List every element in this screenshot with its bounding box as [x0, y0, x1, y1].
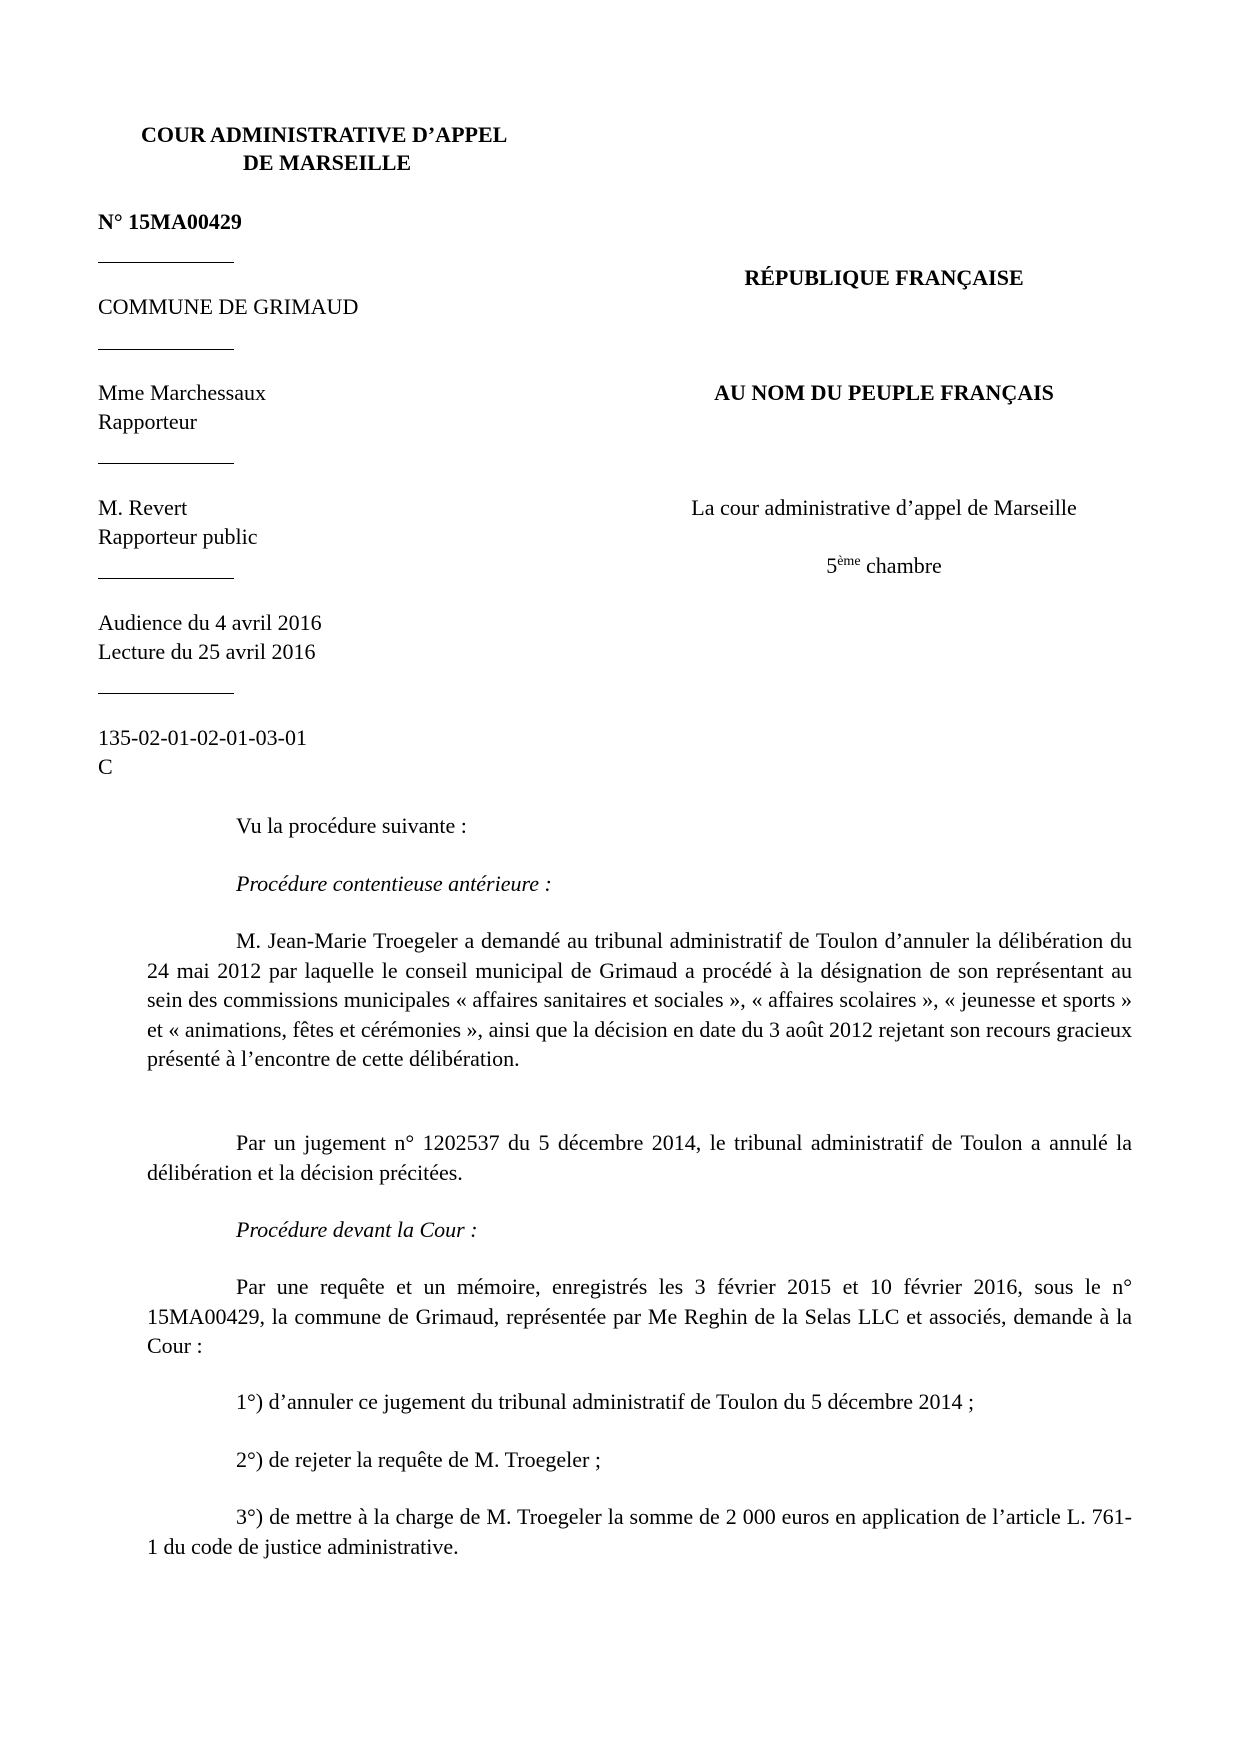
- chamber-word: chambre: [866, 553, 942, 578]
- classification-code: 135-02-01-02-01-03-01: [98, 725, 307, 750]
- separator-rule: [98, 349, 234, 350]
- request-item-3: 3°) de mettre à la charge de M. Troegeler la somme de 2 000 euros en application de l’article L. 761-1 du code de justice administrative.: [147, 1504, 1132, 1559]
- party-name: COMMUNE DE GRIMAUD: [98, 294, 359, 319]
- lecture-date: Lecture du 25 avril 2016: [98, 639, 316, 664]
- court-full-name: La cour administrative d’appel de Marseille: [691, 495, 1077, 520]
- paragraph-judgment: Par un jugement n° 1202537 du 5 décembre 2014, le tribunal administratif de Toulon a annulé la délibération et la décision précitées.: [147, 1130, 1132, 1185]
- audience-date: Audience du 4 avril 2016: [98, 610, 322, 635]
- court-name-line1: COUR ADMINISTRATIVE D’APPEL: [141, 122, 508, 147]
- rapporteur-role: Rapporteur: [98, 409, 197, 434]
- separator-rule: [98, 578, 234, 579]
- paragraph-prior-request: M. Jean-Marie Troegeler a demandé au tribunal administratif de Toulon d’annuler la délibération du 24 mai 2012 par laquelle le conseil municipal de Grimaud a procédé à la désignation de son représentant au sein des commissions municipales « affaires sanitaires et sociales », « affaires scolaires », « jeunesse et sports » et « animations, fêtes et cérémonies », ainsi que la décision en date du 3 août 2012 rejetant son recours gracieux présenté à l’encontre de cette délibération.: [147, 928, 1132, 1071]
- paragraph-appeal: Par une requête et un mémoire, enregistrés les 3 février 2015 et 10 février 2016, sous le n° 15MA00429, la commune de Grimaud, représentée par Me Reghin de la Selas LLC et associés, demande à la Cour :: [147, 1274, 1132, 1358]
- request-item-2: 2°) de rejeter la requête de M. Troegeler ;: [236, 1447, 601, 1472]
- classification-letter: C: [98, 754, 113, 779]
- chamber-superscript: ème: [837, 554, 861, 569]
- rapporteur-name: Mme Marchessaux: [98, 380, 267, 405]
- chamber-number: 5: [826, 553, 838, 578]
- section-title-prior-procedure: Procédure contentieuse antérieure :: [236, 871, 552, 896]
- court-name-line2: DE MARSEILLE: [243, 150, 412, 175]
- republic-heading: RÉPUBLIQUE FRANÇAISE: [744, 265, 1024, 290]
- people-heading: AU NOM DU PEUPLE FRANÇAIS: [714, 380, 1054, 405]
- section-title-court-procedure: Procédure devant la Cour :: [236, 1217, 478, 1242]
- separator-rule: [98, 262, 234, 263]
- rapporteur-public-role: Rapporteur public: [98, 524, 258, 549]
- separator-rule: [98, 463, 234, 464]
- rapporteur-public-name: M. Revert: [98, 495, 188, 520]
- request-item-1: 1°) d’annuler ce jugement du tribunal administratif de Toulon du 5 décembre 2014 ;: [236, 1389, 975, 1414]
- separator-rule: [98, 693, 234, 694]
- procedure-intro: Vu la procédure suivante :: [236, 813, 467, 838]
- case-number: N° 15MA00429: [98, 209, 242, 234]
- chamber: [600, 551, 1168, 580]
